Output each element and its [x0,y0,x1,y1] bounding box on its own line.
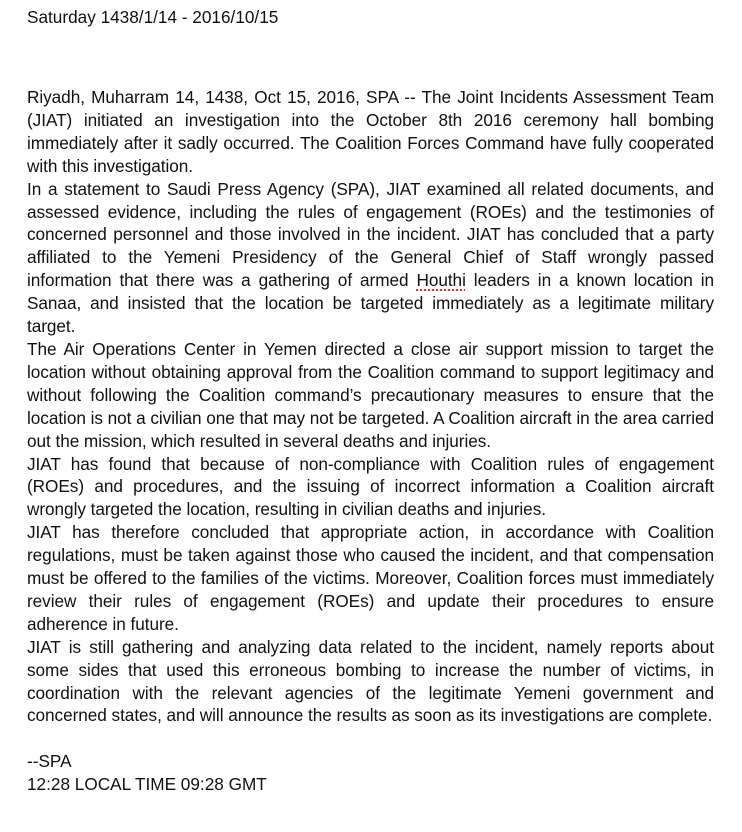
article-paragraph-3: The Air Operations Center in Yemen directed a close air support mission to target the location without obtaining approval from the Coalition command to support legitimacy and without following the Coalition command’s precautionary measures to ensure that the location is not a civilian one that may not be targeted. A Coalition aircraft in the area carried out the mission, which resulted in several deaths and injuries. [27,338,714,451]
dateline: Saturday 1438/1/14 - 2016/10/15 [27,7,279,27]
article-paragraph-1: Riyadh, Muharram 14, 1438, Oct 15, 2016, SPA -- The Joint Incidents Assessment Team (JIAT) initiated an investigation into the October 8th 2016 ceremony hall bombing immediately after it sadly occurred. The Coalition Forces Command have fully cooperated with this investigation. [27,87,714,176]
article-paragraph-2 [27,178,714,338]
timestamp: 12:28 LOCAL TIME 09:28 GMT [27,774,267,795]
article-paragraph-4: JIAT has found that because of non-compliance with Coalition rules of engagement (ROEs) and procedures, and the issuing of incorrect information a Coalition aircraft wrongly targeted the location, resulting in civilian deaths and injuries. [27,453,714,520]
spellcheck-flagged-word[interactable]: Houthi [416,270,466,291]
paragraph-2-text-before: In a statement to Saudi Press Agency (SPA), JIAT examined all related documents, and assessed evidence, including the rules of engagement (ROEs) and the testimonies of concerned personnel and those involved in the incident. JIAT has concluded that a party affiliated to the Yemeni Presidency of the General Chief of Staff wrongly passed information that there was a gathering of armed [27,178,714,291]
source-signature: --SPA [27,751,72,772]
article-body [27,86,714,727]
paragraph-2-text-after: leaders in a known location in Sanaa, and insisted that the location be targeted immediately as a legitimate military target. [27,270,715,337]
article-footer [27,750,714,796]
article-paragraph-5: JIAT has therefore concluded that appropriate action, in accordance with Coalition regulations, must be taken against those who caused the incident, and that compensation must be offered to the families of the victims. Moreover, Coalition forces must immediately review their rules of engagement (ROEs) and update their procedures to ensure adherence in future. [27,522,714,634]
article-paragraph-6: JIAT is still gathering and analyzing data related to the incident, namely reports about some sides that used this erroneous bombing to increase the number of victims, in coordination with the relevant agencies of the legitimate Yemeni government and concerned states, and will announce the results as soon as its investigations are complete. [27,636,714,726]
